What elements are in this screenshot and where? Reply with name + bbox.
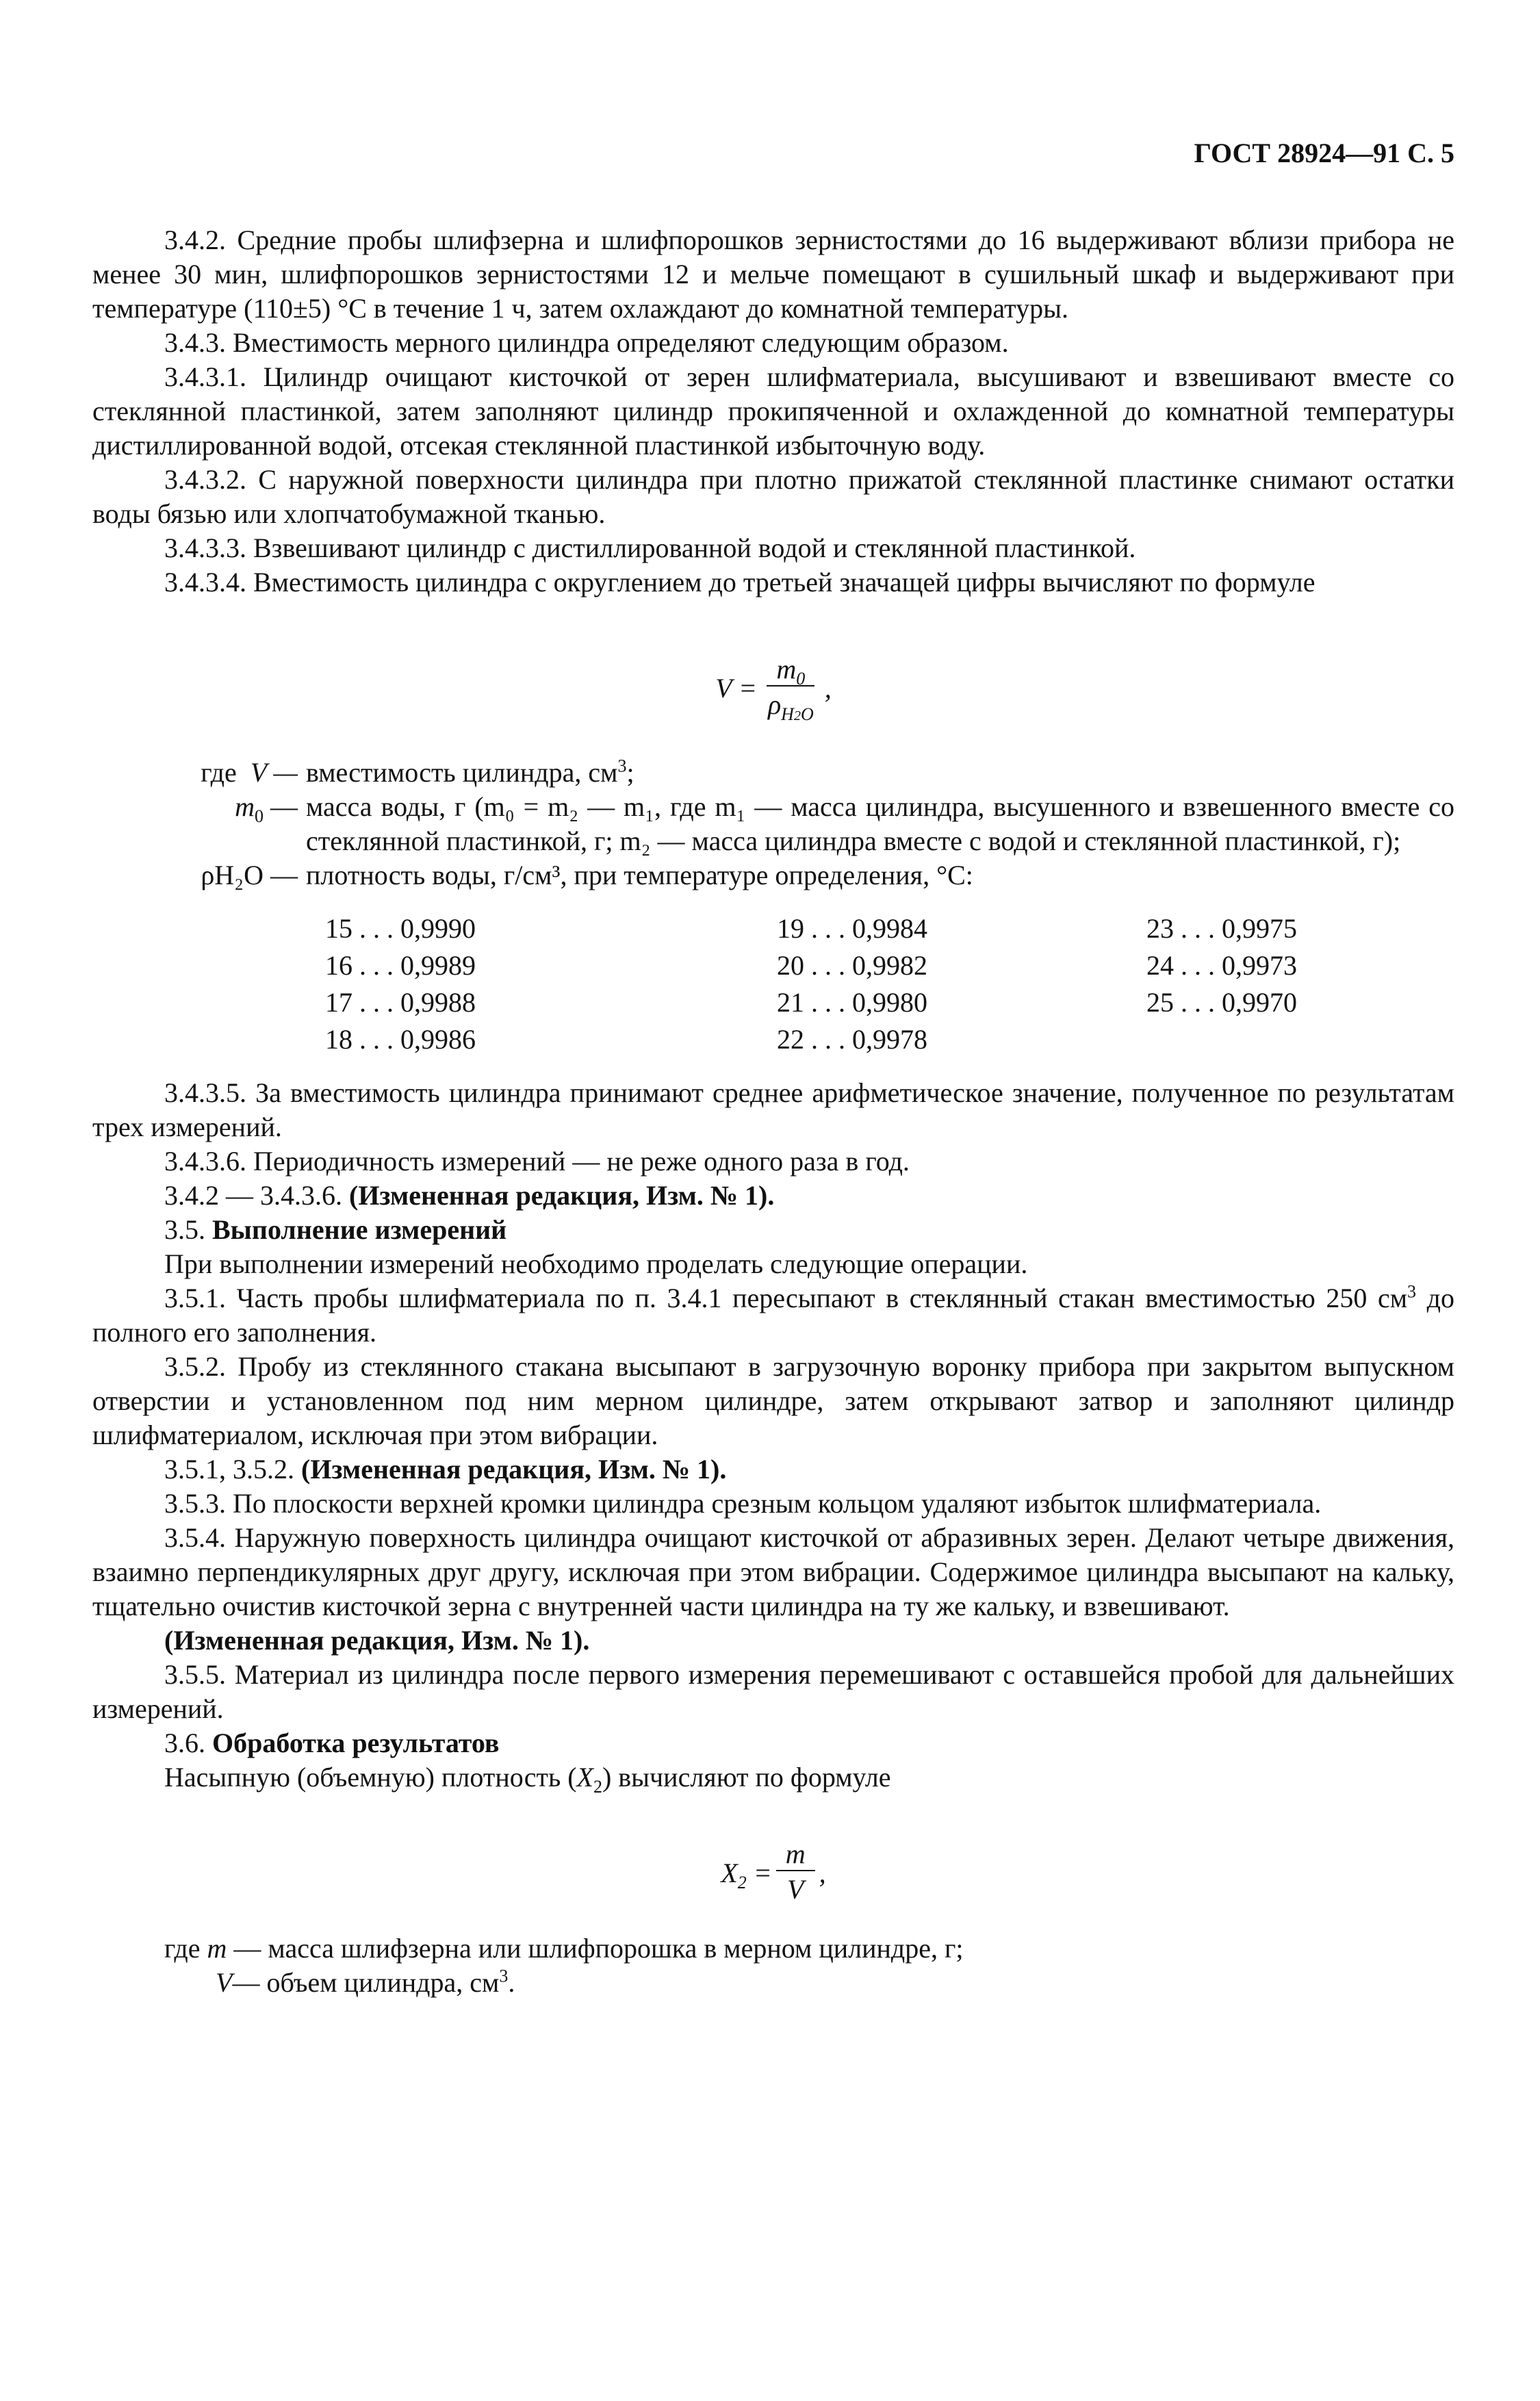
- density-table-cell: 22 . . . 0,9978: [777, 1024, 927, 1055]
- water-density-table: [325, 910, 1454, 1058]
- density-table-cell: 15 . . . 0,9990: [325, 913, 476, 944]
- formula-volume-denominator: $\rho_{H2O}$: [767, 689, 814, 724]
- formula-volume-fraction: [761, 654, 821, 723]
- density-table-cell: 24 . . . 0,9973: [1146, 950, 1297, 981]
- def-rho: ρH₂O — плотность воды, г/см³, при температуре определения, °С:: [201, 860, 973, 890]
- formula-volume-lhs: V =: [715, 673, 757, 704]
- density-table-cell: 20 . . . 0,9982: [777, 950, 927, 981]
- clause-3-5-1: 3.5.1. Часть пробы шлифматериала по п. 3.4.1 пересыпают в стеклянный стакан вместимостью 250 $см^3$ до полного его заполнения.: [92, 1281, 1454, 1348]
- formula-volume-tail: ,: [824, 673, 832, 704]
- clause-3-5-5: 3.5.5. Материал из цилиндра после первого измерения перемешивают с оставшейся пробой для дальнейших измерений.: [92, 1659, 1454, 1724]
- density-table-cell: 16 . . . 0,9989: [325, 950, 476, 981]
- density-table-cell: 23 . . . 0,9975: [1146, 913, 1297, 944]
- clause-3-4-3-6: 3.4.3.6. Периодичность измерений — не реже одного раза в год.: [164, 1146, 910, 1177]
- density-table-cell: 18 . . . 0,9986: [325, 1024, 476, 1055]
- page-header: ГОСТ 28924—91 С. 5: [1194, 138, 1454, 168]
- section-3-5: 3.5. Выполнение измерений: [164, 1214, 507, 1245]
- document-body: [92, 130, 1454, 2000]
- section-3-6-intro: Насыпную (объемную) плотность $(X_2)$ вычисляют по формуле: [164, 1762, 891, 1797]
- density-table-cell: 19 . . . 0,9984: [777, 913, 927, 944]
- formula-volume: [92, 647, 1454, 730]
- amendment-3-4-2-to-3-4-3-6: 3.4.2 — 3.4.3.6. (Измененная редакция, Изм. № 1).: [164, 1180, 775, 1211]
- formula-density-numerator: m: [776, 1838, 815, 1871]
- density-table-cell: [1146, 1021, 1434, 1058]
- clause-3-4-3: 3.4.3. Вместимость мерного цилиндра определяют следующим образом.: [164, 327, 1009, 358]
- density-table-cell: 25 . . . 0,9970: [1146, 987, 1297, 1018]
- formula-density: [92, 1836, 1454, 1911]
- clause-3-4-2: 3.4.2. Средние пробы шлифзерна и шлифпорошков зернистостями до 16 выдерживают вблизи прибора не менее 30 мин, шлифпорошков зернистостями 12 и мельче помещают в сушильный шкаф и выдерживают при температуре (110±5) °С в течение 1 ч, затем охлаждают до комнатной температуры.: [92, 224, 1454, 324]
- formula-density-lhs: $X_2$ =: [721, 1858, 772, 1892]
- clause-3-4-3-3: 3.4.3.3. Взвешивают цилиндр с дистиллированной водой и стеклянной пластинкой.: [164, 532, 1136, 563]
- section-3-6: 3.6. Обработка результатов: [164, 1728, 500, 1758]
- formula-density-definitions: [92, 1931, 1454, 2000]
- formula-density-denominator: V: [786, 1874, 804, 1905]
- density-table-cell: 17 . . . 0,9988: [325, 987, 476, 1018]
- clause-3-4-3-5: 3.4.3.5. За вместимость цилиндра принимают среднее арифметическое значение, полученное по результатам трех измерений.: [92, 1077, 1454, 1142]
- section-3-5-intro: При выполнении измерений необходимо проделать следующие операции.: [164, 1248, 1028, 1279]
- clause-3-5-3: 3.5.3. По плоскости верхней кромки цилиндра срезным кольцом удаляют избыток шлифматериала.: [164, 1488, 1322, 1519]
- amendment-3-5-1-3-5-2: 3.5.1, 3.5.2. (Измененная редакция, Изм. № 1).: [164, 1454, 727, 1485]
- def-v: где V — вместимость цилиндра, $см^3$;: [201, 756, 634, 788]
- clause-3-4-3-4: 3.4.3.4. Вместимость цилиндра с округлением до третьей значащей цифры вычисляют по формуле: [164, 567, 1316, 598]
- formula-volume-definitions: [92, 756, 1454, 893]
- clause-3-5-2: 3.5.2. Пробу из стеклянного стакана высыпают в загрузочную воронку прибора при закрытом выпускном отверстии и установленном под ним мерном цилиндре, затем открывают затвор и заполняют цилиндр шлифматериалом, исключая при этом вибрации.: [92, 1351, 1454, 1450]
- clause-3-4-3-2: 3.4.3.2. С наружной поверхности цилиндра при плотно прижатой стеклянной пластинке снимают остатки воды бязью или хлопчатобумажной тканью.: [92, 464, 1454, 529]
- def-m0: $m_0$ — масса воды, г (m₀ = m₂ — m₁, где m₁ — масса цилиндра, высушенного и взвешенного вместе со стеклянной пластинкой, г; m₂ — масса цилиндра вместе с водой и стеклянной пластинкой, г);: [235, 791, 1454, 856]
- formula-density-tail: ,: [819, 1858, 826, 1888]
- clause-3-5-4: 3.5.4. Наружную поверхность цилиндра очищают кисточкой от абразивных зерен. Делают четыре движения, взаимно перпендикулярных друг другу, исключая при этом вибрации. Содержимое цилиндра высыпают на кальку, тщательно очистив кисточкой зерна с внутренней части цилиндра на ту же кальку, и взвешивают.: [92, 1522, 1454, 1621]
- def-v-volume: V— объем цилиндра, $см^3$.: [216, 1966, 515, 1998]
- clause-3-4-3-1: 3.4.3.1. Цилиндр очищают кисточкой от зерен шлифматериала, высушивают и взвешивают вместе со стеклянной пластинкой, затем заполняют цилиндр прокипяченной и охлажденной до комнатной температуры дистиллированной водой, отсекая стеклянной пластинкой избыточную воду.: [92, 361, 1454, 461]
- amendment-3-5-4: (Измененная редакция, Изм. № 1).: [164, 1625, 590, 1656]
- formula-volume-numerator: $m_0$: [767, 654, 814, 686]
- formula-density-fraction: [776, 1838, 815, 1908]
- def-m: где m — масса шлифзерна или шлифпорошка в мерном цилиндре, г;: [164, 1933, 964, 1964]
- density-table-cell: 21 . . . 0,9980: [777, 987, 927, 1018]
